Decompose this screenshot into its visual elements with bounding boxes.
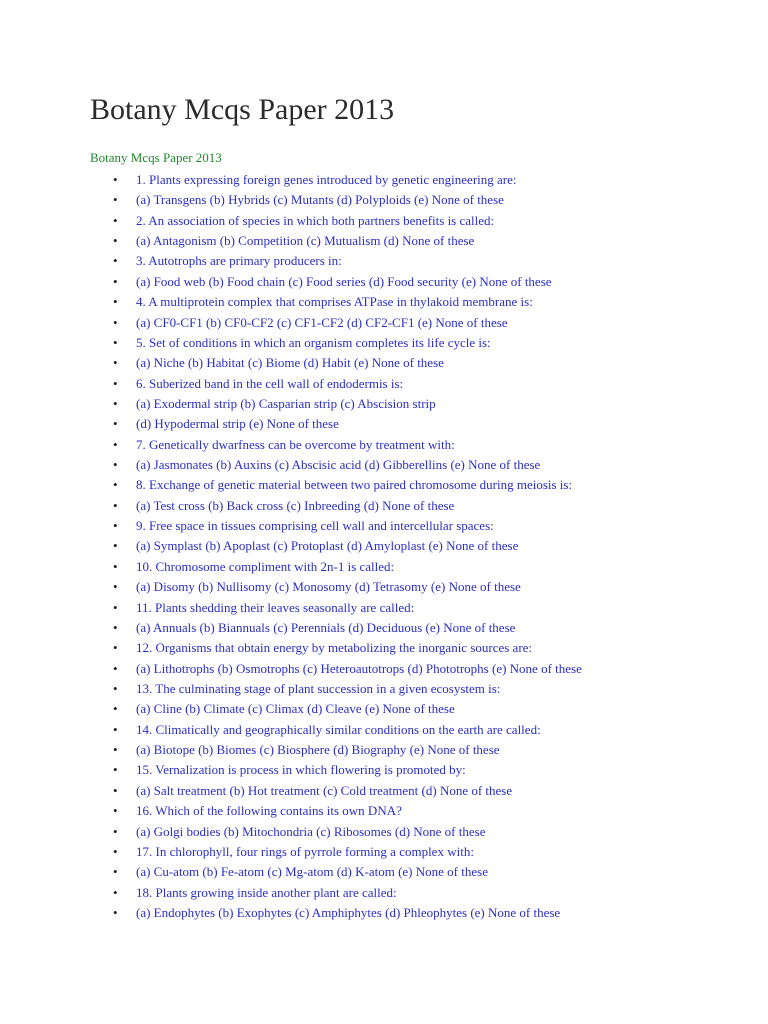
bullet-icon: • <box>113 192 118 208</box>
bullet-icon: • <box>113 599 118 615</box>
list-item-text: 5. Set of conditions in which an organism completes its life cycle is: <box>136 334 491 350</box>
bullet-icon: • <box>113 294 118 310</box>
list-item-text: 13. The culminating stage of plant succession in a given ecosystem is: <box>136 680 501 696</box>
bullet-icon: • <box>113 904 118 920</box>
list-item-text: (a) Biotope (b) Biomes (c) Biosphere (d) Biography (e) None of these <box>136 742 500 758</box>
bullet-icon: • <box>113 375 118 391</box>
bullet-icon: • <box>113 742 118 758</box>
list-item-text: 16. Which of the following contains its own DNA? <box>136 803 402 819</box>
list-item-text: (a) Lithotrophs (b) Osmotrophs (c) Heteroautotrops (d) Phototrophs (e) None of these <box>136 660 582 676</box>
list-item-text: (a) Golgi bodies (b) Mitochondria (c) Ribosomes (d) None of these <box>136 823 486 839</box>
bullet-icon: • <box>113 416 118 432</box>
bullet-icon: • <box>113 334 118 350</box>
list-item-text: (a) Jasmonates (b) Auxins (c) Abscisic acid (d) Gibberellins (e) None of these <box>136 457 541 473</box>
list-item-text: 15. Vernalization is process in which flowering is promoted by: <box>136 762 466 778</box>
list-item-text: (a) Disomy (b) Nullisomy (c) Monosomy (d) Tetrasomy (e) None of these <box>136 579 521 595</box>
list-item-text: 7. Genetically dwarfness can be overcome by treatment with: <box>136 436 455 452</box>
list-item-text: (a) Cu-atom (b) Fe-atom (c) Mg-atom (d) K-atom (e) None of these <box>136 864 488 880</box>
bullet-icon: • <box>113 273 118 289</box>
list-item-text: (a) Niche (b) Habitat (c) Biome (d) Habit (e) None of these <box>136 355 444 371</box>
list-item-text: (a) Test cross (b) Back cross (c) Inbreeding (d) None of these <box>136 497 455 513</box>
bullet-icon: • <box>113 457 118 473</box>
list-item-text: (a) Symplast (b) Apoplast (c) Protoplast (d) Amyloplast (e) None of these <box>136 538 519 554</box>
page-title: Botany Mcqs Paper 2013 <box>90 93 395 126</box>
list-item-text: (a) Antagonism (b) Competition (c) Mutualism (d) None of these <box>136 233 475 249</box>
bullet-icon: • <box>113 619 118 635</box>
bullet-icon: • <box>113 701 118 717</box>
bullet-icon: • <box>113 640 118 656</box>
list-item-text: (a) Endophytes (b) Exophytes (c) Amphiphytes (d) Phleophytes (e) None of these <box>136 904 561 920</box>
list-item-text: (a) CF0-CF1 (b) CF0-CF2 (c) CF1-CF2 (d) CF2-CF1 (e) None of these <box>136 314 508 330</box>
bullet-icon: • <box>113 660 118 676</box>
bullet-icon: • <box>113 884 118 900</box>
bullet-icon: • <box>113 233 118 249</box>
bullet-icon: • <box>113 558 118 574</box>
list-item-text: 10. Chromosome compliment with 2n-1 is called: <box>136 558 395 574</box>
list-item-text: 9. Free space in tissues comprising cell wall and intercellular spaces: <box>136 518 494 534</box>
bullet-icon: • <box>113 212 118 228</box>
list-item-text: 18. Plants growing inside another plant are called: <box>136 884 397 900</box>
bullet-icon: • <box>113 782 118 798</box>
bullet-icon: • <box>113 843 118 859</box>
list-item-text: (a) Annuals (b) Biannuals (c) Perennials (d) Deciduous (e) None of these <box>136 619 516 635</box>
list-item-text: 2. An association of species in which both partners benefits is called: <box>136 212 495 228</box>
list-item-text: (d) Hypodermal strip (e) None of these <box>136 416 339 432</box>
list-item-text: 1. Plants expressing foreign genes introduced by genetic engineering are: <box>136 172 517 187</box>
bullet-icon: • <box>113 172 118 187</box>
bullet-icon: • <box>113 314 118 330</box>
list-item-text: (a) Salt treatment (b) Hot treatment (c) Cold treatment (d) None of these <box>136 782 513 798</box>
bullet-icon: • <box>113 355 118 371</box>
bullet-icon: • <box>113 803 118 819</box>
list-item-text: 12. Organisms that obtain energy by metabolizing the inorganic sources are: <box>136 640 533 656</box>
list-item-text: 3. Autotrophs are primary producers in: <box>136 253 342 269</box>
list-item-text: 17. In chlorophyll, four rings of pyrrole forming a complex with: <box>136 843 474 859</box>
bullet-icon: • <box>113 395 118 411</box>
bullet-icon: • <box>113 864 118 880</box>
list-item-text: 4. A multiprotein complex that comprises ATPase in thylakoid membrane is: <box>136 294 533 310</box>
bullet-icon: • <box>113 823 118 839</box>
bullet-icon: • <box>113 253 118 269</box>
list-item-text: 11. Plants shedding their leaves seasonally are called: <box>136 599 415 615</box>
list-item-text: (a) Cline (b) Climate (c) Climax (d) Cleave (e) None of these <box>136 701 455 717</box>
bullet-icon: • <box>113 497 118 513</box>
list-item-text: 14. Climatically and geographically similar conditions on the earth are called: <box>136 721 541 737</box>
list-item-text: (a) Food web (b) Food chain (c) Food series (d) Food security (e) None of these <box>136 273 552 289</box>
bullet-icon: • <box>113 721 118 737</box>
bullet-icon: • <box>113 436 118 452</box>
bullet-icon: • <box>113 518 118 534</box>
bullet-icon: • <box>113 538 118 554</box>
bullet-icon: • <box>113 680 118 696</box>
section-heading: Botany Mcqs Paper 2013 <box>90 150 222 165</box>
list-item-text: (a) Exodermal strip (b) Casparian strip (c) Abscision strip <box>136 395 436 411</box>
bullet-icon: • <box>113 477 118 493</box>
list-item-text: 6. Suberized band in the cell wall of endodermis is: <box>136 375 404 391</box>
list-item-text: 8. Exchange of genetic material between two paired chromosome during meiosis is: <box>136 477 573 493</box>
list-item-text: (a) Transgens (b) Hybrids (c) Mutants (d) Polyploids (e) None of these <box>136 192 504 208</box>
bullet-icon: • <box>113 762 118 778</box>
bullet-icon: • <box>113 579 118 595</box>
